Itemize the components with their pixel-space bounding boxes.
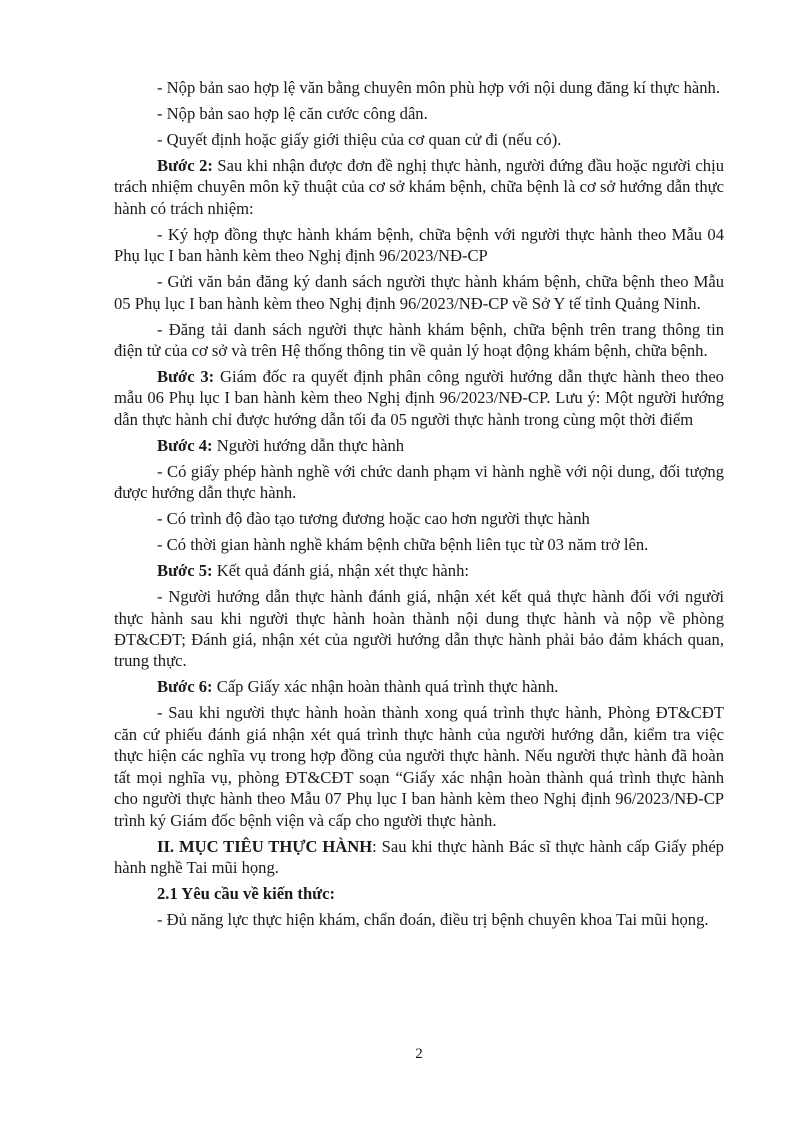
paragraph-text: Kết quả đánh giá, nhận xét thực hành:	[212, 561, 470, 581]
paragraph-lead: Bước 5:	[157, 561, 213, 581]
paragraph-text: - Nộp bản sao hợp lệ căn cước công dân.	[157, 104, 428, 123]
paragraph	[114, 129, 724, 150]
paragraph-lead: 2.1 Yêu cầu về kiến thức:	[157, 883, 336, 903]
paragraph-text: - Người hướng dẫn thực hành đánh giá, nhận xét kết quả thực hành đối với người thực hành sau khi người thực hành hoàn thành nội dung thực hành và nộp về phòng ĐT&CĐT; Đánh giá, nhận xét của người hướng dẫn thực hành phải bảo đảm khách quan, trung thực.	[114, 587, 724, 671]
paragraph-text: Cấp Giấy xác nhận hoàn thành quá trình thực hành.	[212, 677, 559, 697]
paragraph-text: - Có giấy phép hành nghề với chức danh phạm vi hành nghề với nội dung, đối tượng được hướng dẫn thực hành.	[114, 461, 724, 503]
paragraph-text: - Nộp bản sao hợp lệ văn bằng chuyên môn phù hợp với nội dung đăng kí thực hành.	[157, 78, 720, 97]
paragraph-text: - Ký hợp đồng thực hành khám bệnh, chữa bệnh với người thực hành theo Mẫu 04 Phụ lục I ban hành kèm theo Nghị định 96/2023/NĐ-CP	[114, 224, 724, 266]
paragraph	[114, 319, 724, 362]
paragraph	[114, 508, 724, 529]
paragraph	[114, 909, 724, 930]
paragraph	[114, 534, 724, 555]
paragraph-text: Người hướng dẫn thực hành	[212, 435, 405, 455]
paragraph-text: Giám đốc ra quyết định phân công người hướng dẫn thực hành theo theo mẫu 06 Phụ lục I ban hành kèm theo Nghị định 96/2023/NĐ-CP. Lưu ý: Một người hướng dẫn thực hành chỉ được hướng dẫn tối đa 05 người thực hành trong cùng một thời điểm	[114, 367, 724, 429]
paragraph-text: - Có thời gian hành nghề khám bệnh chữa bệnh liên tục từ 03 năm trở lên.	[157, 535, 649, 555]
page-number: 2	[415, 1046, 423, 1062]
paragraph-text: : Sau khi thực hành Bác sĩ thực hành cấp Giấy phép hành nghề Tai mũi họng.	[114, 836, 724, 877]
paragraph-text: - Quyết định hoặc giấy giới thiệu của cơ quan cử đi (nếu có).	[157, 130, 562, 149]
paragraph-lead: Bước 4:	[157, 435, 213, 455]
paragraph	[114, 103, 724, 124]
paragraph-text: - Đủ năng lực thực hiện khám, chẩn đoán, điều trị bệnh chuyên khoa Tai mũi họng.	[157, 909, 709, 929]
paragraph-text: - Sau khi người thực hành hoàn thành xong quá trình thực hành, Phòng ĐT&CĐT căn cứ phiếu đánh giá nhận xét quá trình thực hành của người hướng dẫn, kiểm tra việc thực hiện các nghĩa vụ trong hợp đồng của người thực hành. Nếu người thực hành đã hoàn tất mọi nghĩa vụ, phòng ĐT&CĐT soạn “Giấy xác nhận hoàn thành quá trình thực hành cho người thực hành theo Mẫu 07 Phụ lục I ban hành kèm theo Nghị định 96/2023/NĐ-CP trình ký Giám đốc bệnh viện và cấp cho người thực hành.	[114, 703, 724, 830]
paragraph-buoc-6	[114, 676, 724, 697]
paragraph-buoc-2	[114, 155, 724, 219]
paragraph	[114, 702, 724, 830]
paragraph-lead: II. MỤC TIÊU THỰC HÀNH	[157, 836, 373, 856]
paragraph-buoc-3	[114, 366, 724, 430]
paragraph	[114, 271, 724, 314]
subsection-heading-2-1	[114, 883, 724, 904]
paragraph	[114, 77, 724, 98]
paragraph-text: - Có trình độ đào tạo tương đương hoặc cao hơn người thực hành	[157, 509, 590, 529]
paragraph	[114, 461, 724, 504]
paragraph	[114, 224, 724, 267]
paragraph-buoc-5	[114, 560, 724, 581]
paragraph-lead: Bước 6:	[157, 677, 213, 697]
paragraph-buoc-4	[114, 435, 724, 456]
page-footer	[114, 1044, 724, 1064]
paragraph-text: - Gửi văn bản đăng ký danh sách người thực hành khám bệnh, chữa bệnh theo Mẫu 05 Phụ lục I ban hành kèm theo Nghị định 96/2023/NĐ-CP về Sở Y tế tỉnh Quảng Ninh.	[114, 272, 724, 313]
paragraph-text: - Đăng tải danh sách người thực hành khám bệnh, chữa bệnh trên trang thông tin điện tử của cơ sở và trên Hệ thống thông tin về quản lý hoạt động khám bệnh, chữa bệnh.	[114, 319, 724, 361]
section-heading-muc-tieu	[114, 836, 724, 879]
paragraph-lead: Bước 3:	[157, 367, 215, 387]
paragraph-lead: Bước 2:	[157, 156, 213, 175]
paragraph	[114, 586, 724, 672]
paragraph-text: Sau khi nhận được đơn đề nghị thực hành, người đứng đầu hoặc người chịu trách nhiệm chuyên môn kỹ thuật của cơ sở khám bệnh, chữa bệnh là cơ sở hướng dẫn thực hành có trách nhiệm:	[114, 156, 724, 218]
document-body	[114, 77, 724, 935]
